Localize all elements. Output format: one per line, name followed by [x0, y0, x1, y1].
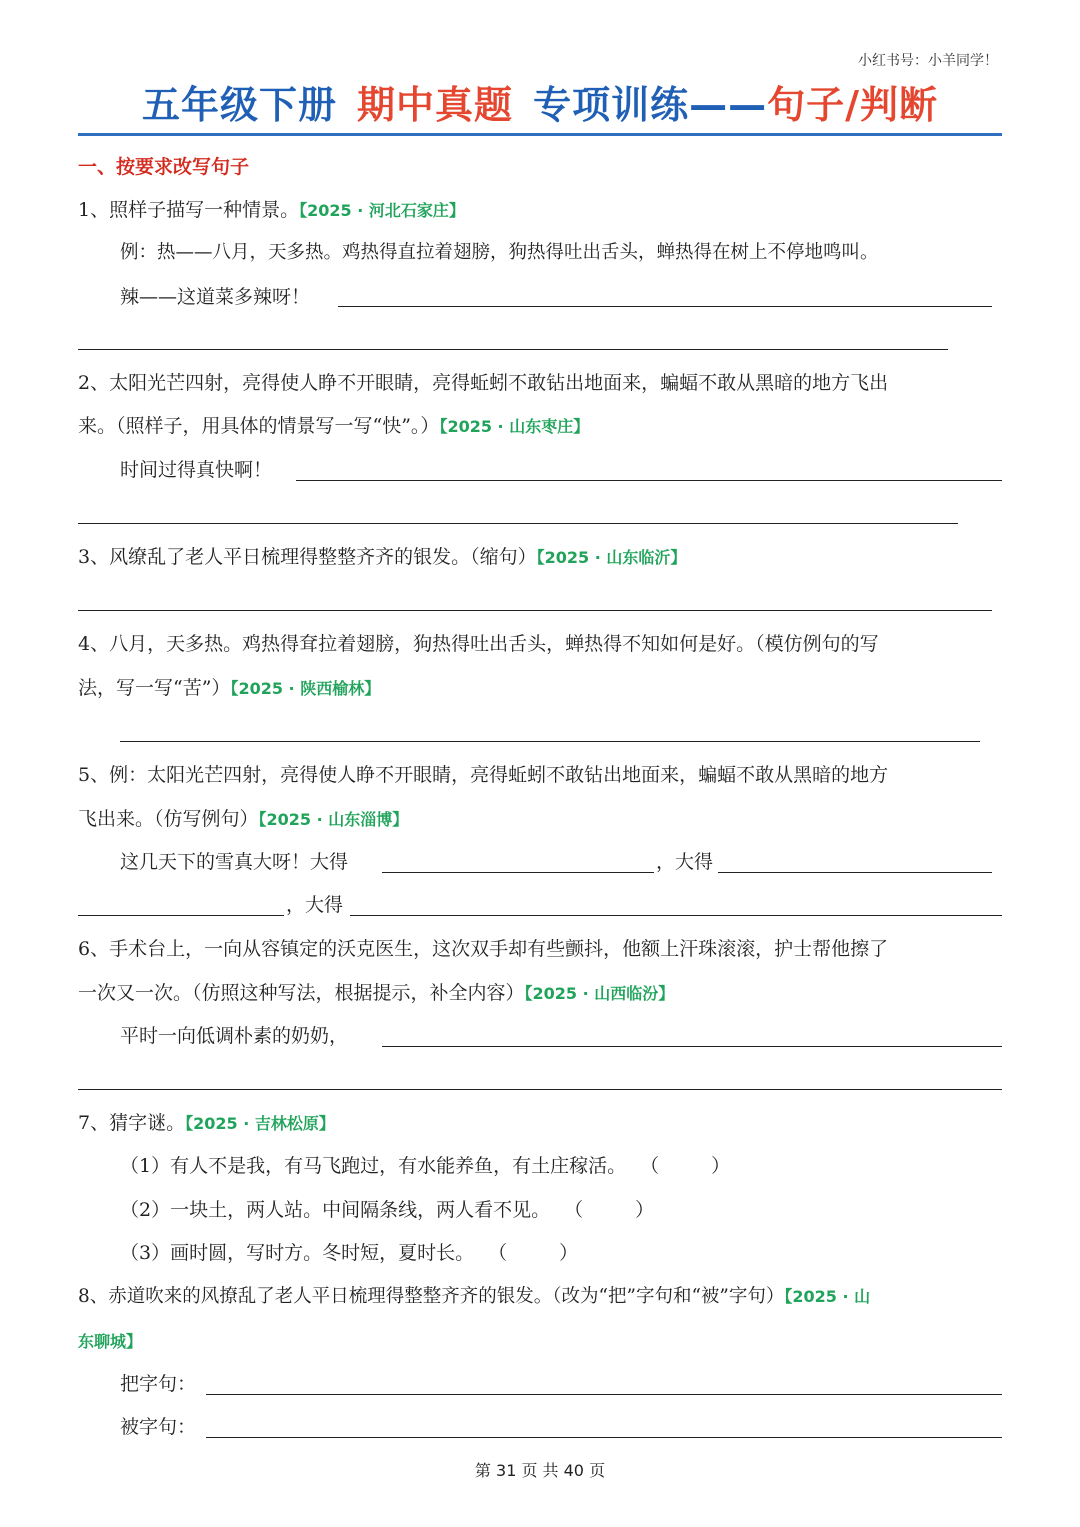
question-5-connector-1: ，大得 — [656, 851, 714, 873]
question-6-line-2 — [78, 980, 674, 1007]
question-3-text: 3、风缭乱了老人平日梳理得整整齐齐的银发。（缩句） — [78, 546, 537, 568]
question-6-line-1: 6、手术台上，一向从容镇定的沃克医生，这次双手却有些颤抖，他额上汗珠滚滚，护士帮他擦了 — [78, 938, 889, 960]
question-5-line-1: 5、例：太阳光芒四射，亮得使人睁不开眼睛，亮得蚯蚓不敢钻出地面来，蝙蝠不敢从黑暗的地方 — [78, 764, 889, 786]
question-1-text: 1、照样子描写一种情景。 — [78, 199, 300, 221]
question-6-prompt: 平时一向低调朴素的奶奶， — [120, 1025, 349, 1047]
page-number: 第 31 页 共 40 页 — [474, 1461, 606, 1480]
riddle-1-text: （1）有人不是我，有马飞跑过，有水能养鱼，有土庄稼活。 — [120, 1155, 627, 1177]
riddle-3-text: （3）画时圆，写时方。冬时短，夏时长。 — [120, 1242, 475, 1264]
question-3 — [78, 544, 686, 571]
question-2-prompt: 时间过得真快啊！ — [120, 459, 273, 481]
riddle-2-text: （2）一块土，两人站。中间隔条线，两人看不见。 — [120, 1199, 551, 1221]
ba-sentence-label: 把字句： — [120, 1373, 197, 1395]
title-divider — [78, 133, 1002, 136]
answer-line[interactable] — [296, 480, 1002, 481]
riddle-1-answer-open: （ — [640, 1155, 660, 1177]
question-7-text: 7、猜字谜。 — [78, 1112, 186, 1134]
question-1 — [78, 197, 465, 224]
question-5-prompt: 这几天下的雪真大呀！大得 — [120, 851, 349, 873]
question-5-line-2 — [78, 806, 408, 833]
question-5-connector-2: ，大得 — [286, 894, 344, 916]
riddle-item — [120, 1197, 654, 1223]
answer-line[interactable] — [382, 1046, 1002, 1047]
question-5-source-tag: 【2025 · 山东淄博】 — [258, 810, 409, 829]
bei-sentence-label: 被字句： — [120, 1416, 197, 1438]
riddle-3-answer-open: （ — [488, 1242, 508, 1264]
question-8 — [78, 1284, 870, 1310]
riddle-1-answer-close: ） — [711, 1155, 731, 1177]
title-training: 专项训练—— — [533, 83, 768, 127]
riddle-3-answer-close: ） — [559, 1242, 579, 1264]
question-4-line-2 — [78, 675, 380, 702]
riddle-2-answer-open: （ — [564, 1199, 584, 1221]
question-8-source-tag-end: 东聊城】 — [78, 1332, 143, 1351]
question-6-source-tag: 【2025 · 山西临汾】 — [524, 984, 675, 1003]
answer-line[interactable] — [350, 915, 1002, 916]
answer-line[interactable] — [338, 306, 992, 307]
question-4-text: 法，写一写“苦”） — [78, 677, 231, 699]
answer-line[interactable] — [206, 1437, 1002, 1438]
question-1-prompt: 辣——这道菜多辣呀！ — [120, 286, 311, 308]
question-8-source-tag: 【2025 · 山 — [784, 1287, 871, 1306]
question-6-text: 一次又一次。（仿照这种写法，根据提示，补全内容） — [78, 982, 525, 1004]
answer-line[interactable] — [206, 1394, 1002, 1395]
title-topic: 句子/判断 — [767, 83, 938, 127]
question-3-source-tag: 【2025 · 山东临沂】 — [536, 548, 687, 567]
question-2-line-2 — [78, 413, 589, 440]
question-2-line-1: 2、太阳光芒四射，亮得使人睁不开眼睛，亮得蚯蚓不敢钻出地面来，蝙蝠不敢从黑暗的地方飞出 — [78, 372, 889, 394]
question-4-line-1: 4、八月，天多热。鸡热得耷拉着翅膀，狗热得吐出舌头，蝉热得不知如何是好。（模仿例句的写 — [78, 633, 879, 655]
riddle-item — [120, 1153, 730, 1179]
title-exam: 期中真题 — [357, 83, 514, 127]
question-1-example: 例：热——八月，天多热。鸡热得直拉着翅膀，狗热得吐出舌头，蝉热得在树上不停地鸣叫。 — [120, 242, 879, 263]
answer-line[interactable] — [718, 872, 992, 873]
answer-line[interactable] — [78, 523, 958, 524]
answer-line[interactable] — [78, 610, 992, 611]
watermark-text: 小红书号：小羊同学！ — [858, 53, 998, 69]
question-5-text: 飞出来。（仿写例句） — [78, 808, 259, 830]
question-2-text: 来。（照样子，用具体的情景写一写“快”。） — [78, 415, 440, 437]
question-7 — [78, 1110, 335, 1137]
riddle-2-answer-close: ） — [635, 1199, 655, 1221]
answer-line[interactable] — [78, 1089, 1002, 1090]
page-title — [0, 74, 1080, 129]
question-4-source-tag: 【2025 · 陕西榆林】 — [230, 679, 381, 698]
question-7-source-tag: 【2025 · 吉林松原】 — [185, 1114, 335, 1133]
question-1-source-tag: 【2025 · 河北石家庄】 — [299, 201, 465, 220]
riddle-item — [120, 1240, 578, 1266]
question-8-text: 8、赤道吹来的风撩乱了老人平日梳理得整整齐齐的银发。（改为“把”字句和“被”字句） — [78, 1286, 785, 1307]
question-8-tag-continued — [78, 1328, 142, 1355]
answer-line[interactable] — [78, 915, 284, 916]
answer-line[interactable] — [120, 741, 980, 742]
question-2-source-tag: 【2025 · 山东枣庄】 — [439, 417, 590, 436]
section-heading: 一、按要求改写句子 — [78, 156, 250, 178]
title-grade: 五年级下册 — [142, 83, 338, 127]
answer-line[interactable] — [382, 872, 654, 873]
answer-line[interactable] — [78, 349, 948, 350]
